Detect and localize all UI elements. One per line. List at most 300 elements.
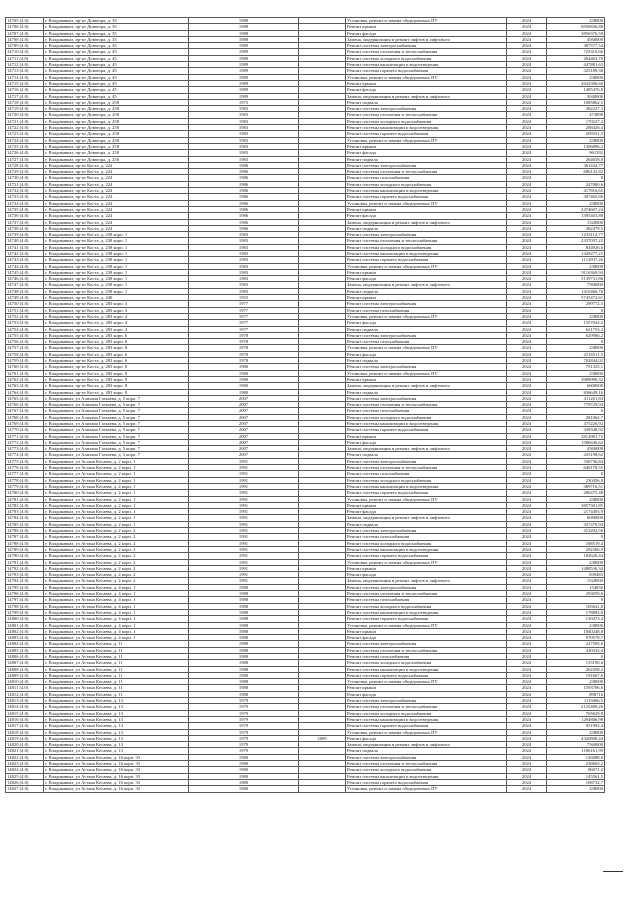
planned-year-cell: 2024 xyxy=(507,282,547,288)
build-year-cell: 1980 xyxy=(189,773,299,779)
record-id-cell: 14765 (4.0) xyxy=(6,395,44,401)
planned-year-cell: 2024 xyxy=(507,660,547,666)
work-type-cell: Ремонт системы электроснабжения xyxy=(346,584,507,590)
planned-year-cell: 2024 xyxy=(507,647,547,653)
work-type-cell: Установка, ремонт и замена общедомовых ПУ xyxy=(346,370,507,376)
planned-year-cell: 2024 xyxy=(507,351,547,357)
record-id-cell: 14827 (4.0) xyxy=(6,786,44,792)
work-type-cell: Ремонт системы газоснабжения xyxy=(346,307,507,313)
work-type-cell: Установка, ремонт и замена общедомовых ПУ xyxy=(346,263,507,269)
build-year-cell: 1983 xyxy=(189,244,299,250)
planned-year-cell: 2024 xyxy=(507,313,547,319)
build-year-cell: 1991 xyxy=(189,540,299,546)
planned-year-cell: 2024 xyxy=(507,641,547,647)
cost-cell: 629986,2 xyxy=(547,332,605,338)
build-year-cell: 1991 xyxy=(189,553,299,559)
work-type-cell: Замена, модернизация и ремонт лифтов и лифтового xyxy=(346,219,507,225)
build-year-cell: 1980 xyxy=(189,364,299,370)
record-id-cell: 14726 (4.0) xyxy=(6,150,44,156)
cost-cell: 6080000 xyxy=(547,515,605,521)
planned-year-cell: 2024 xyxy=(507,320,547,326)
address-cell: г. Владикавказ, ул Астана Кесаева, д. 2 корп. 2 xyxy=(44,565,189,571)
cost-cell: 621753,2 xyxy=(547,326,605,332)
record-id-cell: 14821 (4.0) xyxy=(6,748,44,754)
address-cell: г. Владикавказ, ул Астана Кесаева, д. 13 xyxy=(44,729,189,735)
cost-cell: 238000 xyxy=(547,622,605,628)
work-type-cell: Ремонт системы холодного водоснабжения xyxy=(346,55,507,61)
planned-year-cell: 2024 xyxy=(507,496,547,502)
address-cell: г. Владикавказ, ул Астана Кесаева, д. 2 корп. 2 xyxy=(44,578,189,584)
address-cell: г. Владикавказ, ул Алихана Гагкаева, д. 5 корп. 7 xyxy=(44,439,189,445)
build-year-cell: 1991 xyxy=(189,578,299,584)
planned-year-cell: 2024 xyxy=(507,150,547,156)
build-year-cell: 1979 xyxy=(189,710,299,716)
address-cell: г. Владикавказ, пр-кт Доватора, д. 258 xyxy=(44,118,189,124)
record-id-cell: 14769 (4.0) xyxy=(6,421,44,427)
build-year-cell: 1989 xyxy=(189,80,299,86)
build-year-cell: 2007 xyxy=(189,395,299,401)
record-id-cell: 14763 (4.0) xyxy=(6,383,44,389)
address-cell: г. Владикавказ, пр-кт Коста, д. 238 корп. 1 xyxy=(44,244,189,250)
cost-cell: 126088,8 xyxy=(547,754,605,760)
cost-cell: 4560000 xyxy=(547,446,605,452)
record-id-cell: 14736 (4.0) xyxy=(6,213,44,219)
planned-year-cell: 2024 xyxy=(507,250,547,256)
planned-year-cell: 2024 xyxy=(507,742,547,748)
record-id-cell: 14716 (4.0) xyxy=(6,87,44,93)
planned-year-cell: 2024 xyxy=(507,80,547,86)
build-year-cell: 1989 xyxy=(189,74,299,80)
cost-cell: 751325,1 xyxy=(547,364,605,370)
build-year-cell: 1991 xyxy=(189,528,299,534)
record-id-cell: 14760 (4.0) xyxy=(6,364,44,370)
cost-cell: 293059,6 xyxy=(547,591,605,597)
planned-year-cell: 2024 xyxy=(507,49,547,55)
record-id-cell: 14724 (4.0) xyxy=(6,137,44,143)
cost-cell: 417816,65 xyxy=(547,188,605,194)
build-year-cell: 1983 xyxy=(189,118,299,124)
work-type-cell: Ремонт фасада xyxy=(346,572,507,578)
record-id-cell: 14734 (4.0) xyxy=(6,200,44,206)
planned-year-cell: 2024 xyxy=(507,99,547,105)
planned-year-cell: 2024 xyxy=(507,301,547,307)
planned-year-cell: 2024 xyxy=(507,767,547,773)
build-year-cell: 1979 xyxy=(189,742,299,748)
address-cell: г. Владикавказ, пр-кт Коста, д. 238 корп. 1 xyxy=(44,250,189,256)
build-year-cell: 1988 xyxy=(189,603,299,609)
work-type-cell: Ремонт системы горячего водоснабжения xyxy=(346,723,507,729)
cost-cell: 238000 xyxy=(547,18,605,24)
record-id-cell: 14749 (4.0) xyxy=(6,295,44,301)
record-id-cell: 14784 (4.0) xyxy=(6,515,44,521)
build-year-cell: 1983 xyxy=(189,257,299,263)
planned-year-cell: 2024 xyxy=(507,622,547,628)
planned-year-cell: 2024 xyxy=(507,43,547,49)
address-cell: г. Владикавказ, пр-кт Доватора, д. 258 xyxy=(44,150,189,156)
record-id-cell: 14729 (4.0) xyxy=(6,169,44,175)
cost-cell: 2125489,26 xyxy=(547,704,605,710)
build-year-cell: 1983 xyxy=(189,250,299,256)
address-cell: г. Владикавказ, пр-кт Коста, д. 224 xyxy=(44,181,189,187)
planned-year-cell: 2024 xyxy=(507,402,547,408)
build-year-cell: 1983 xyxy=(189,137,299,143)
record-id-cell: 14809 (4.0) xyxy=(6,672,44,678)
record-id-cell: 14744 (4.0) xyxy=(6,263,44,269)
record-id-cell: 14808 (4.0) xyxy=(6,666,44,672)
planned-year-cell: 2024 xyxy=(507,288,547,294)
work-type-cell: Ремонт крыши xyxy=(346,628,507,634)
record-id-cell: 14818 (4.0) xyxy=(6,729,44,735)
cost-cell: 702844,02 xyxy=(547,358,605,364)
planned-year-cell: 2024 xyxy=(507,118,547,124)
build-year-cell: 1988 xyxy=(189,641,299,647)
record-id-cell: 14798 (4.0) xyxy=(6,603,44,609)
record-id-cell: 14805 (4.0) xyxy=(6,647,44,653)
record-id-cell: 14712 (4.0) xyxy=(6,62,44,68)
work-type-cell: Ремонт системы газоснабжения xyxy=(346,339,507,345)
build-year-cell: 1983 xyxy=(189,150,299,156)
work-type-cell: Ремонт системы отопления и теплоснабжения xyxy=(346,238,507,244)
build-year-cell: 1988 xyxy=(189,635,299,641)
address-cell: г. Владикавказ, ул Астана Кесаева, д. 2 корп. 2 xyxy=(44,572,189,578)
planned-year-cell: 2024 xyxy=(507,685,547,691)
planned-year-cell: 2024 xyxy=(507,55,547,61)
planned-year-cell: 2024 xyxy=(507,87,547,93)
cost-cell: 288426,4 xyxy=(547,125,605,131)
cost-cell: 1186161,99 xyxy=(547,748,605,754)
cost-cell: 247080,6 xyxy=(547,181,605,187)
address-cell: г. Владикавказ, ул Астана Кесаева, д. 13 xyxy=(44,723,189,729)
work-type-cell: Ремонт системы отопления и теплоснабжения xyxy=(346,647,507,653)
cost-cell: 2814981,72 xyxy=(547,433,605,439)
record-id-cell: 14752 (4.0) xyxy=(6,313,44,319)
address-cell: г. Владикавказ, ул Астана Кесаева, д. 2 корп. 2 xyxy=(44,553,189,559)
cost-cell: 155190,6 xyxy=(547,660,605,666)
planned-year-cell: 2024 xyxy=(507,578,547,584)
record-id-cell: 14772 (4.0) xyxy=(6,439,44,445)
address-cell: г. Владикавказ, ул Астана Кесаева, д. 2 корп. 1 xyxy=(44,477,189,483)
cost-cell: 951992,4 xyxy=(547,723,605,729)
work-type-cell: Ремонт крыши xyxy=(346,143,507,149)
record-id-cell: 14783 (4.0) xyxy=(6,509,44,515)
address-cell: г. Владикавказ, ул Алихана Гагкаева, д. 5 корп. 7 xyxy=(44,408,189,414)
planned-year-cell: 2024 xyxy=(507,452,547,458)
work-type-cell: Ремонт системы канализации и водоотведения xyxy=(346,188,507,194)
work-type-cell: Ремонт фасада xyxy=(346,150,507,156)
work-type-cell: Ремонт системы холодного водоснабжения xyxy=(346,710,507,716)
build-year-cell: 1986 xyxy=(189,175,299,181)
cost-cell: 0 xyxy=(547,471,605,477)
build-year-cell: 1991 xyxy=(189,490,299,496)
record-id-cell: 14814 (4.0) xyxy=(6,704,44,710)
address-cell: г. Владикавказ, пр-кт Доватора, д. 258 xyxy=(44,125,189,131)
build-year-cell: 1983 xyxy=(189,288,299,294)
build-year-cell: 1977 xyxy=(189,307,299,313)
address-cell: г. Владикавказ, пр-кт Коста, д. 224 xyxy=(44,225,189,231)
cost-cell: 105641,8 xyxy=(547,603,605,609)
address-cell: г. Владикавказ, пр-кт Коста, д. 283 корп. 6 xyxy=(44,358,189,364)
build-year-cell: 1988 xyxy=(189,666,299,672)
record-id-cell: 14807 (4.0) xyxy=(6,660,44,666)
record-id-cell: 14709 (4.0) xyxy=(6,43,44,49)
address-cell: г. Владикавказ, ул Астана Кесаева, д. 4 корп. 1 xyxy=(44,616,189,622)
planned-year-cell: 2024 xyxy=(507,137,547,143)
address-cell: г. Владикавказ, пр-кт Доватора, д. 45 xyxy=(44,87,189,93)
build-year-cell: 1986 xyxy=(189,181,299,187)
record-id-cell: 14791 (4.0) xyxy=(6,559,44,565)
cost-cell: 1294806,98 xyxy=(547,716,605,722)
address-cell: г. Владикавказ, ул Астана Кесаева, д. 11 xyxy=(44,672,189,678)
record-id-cell: 14774 (4.0) xyxy=(6,452,44,458)
planned-year-cell: 2024 xyxy=(507,269,547,275)
build-year-cell: 1989 xyxy=(189,49,299,55)
cost-cell: 779729,94 xyxy=(547,402,605,408)
cost-cell: 264463,70 xyxy=(547,55,605,61)
record-id-cell: 14825 (4.0) xyxy=(6,773,44,779)
address-cell: г. Владикавказ, пр-кт Коста, д. 283 корп. 8 xyxy=(44,383,189,389)
build-year-cell: 1988 xyxy=(189,628,299,634)
address-cell: г. Владикавказ, ул Астана Кесаева, д. 11 xyxy=(44,685,189,691)
record-id-cell: 14711 (4.0) xyxy=(6,55,44,61)
address-cell: г. Владикавказ, ул Астана Кесаева, д. 11 xyxy=(44,660,189,666)
cost-cell: 970578,7 xyxy=(547,635,605,641)
cost-cell: 0 xyxy=(547,175,605,181)
record-id-cell: 14718 (4.0) xyxy=(6,99,44,105)
record-id-cell: 14739 (4.0) xyxy=(6,232,44,238)
address-cell: г. Владикавказ, ул Астана Кесаева, д. 2 корп. 1 xyxy=(44,465,189,471)
address-cell: г. Владикавказ, ул Астана Кесаева, д. 13 xyxy=(44,748,189,754)
planned-year-cell: 2024 xyxy=(507,735,547,741)
planned-year-cell: 2024 xyxy=(507,408,547,414)
address-cell: г. Владикавказ, ул Астана Кесаева, д. 2 корп. 1 xyxy=(44,490,189,496)
record-id-cell: 14777 (4.0) xyxy=(6,471,44,477)
cost-cell: 0 xyxy=(547,307,605,313)
record-id-cell: 14743 (4.0) xyxy=(6,257,44,263)
address-cell: г. Владикавказ, пр-кт Доватора, д. 258 xyxy=(44,143,189,149)
work-type-cell: Ремонт системы отопления и теплоснабжения xyxy=(346,704,507,710)
cost-cell: 361434,77 xyxy=(547,162,605,168)
cost-cell: 230456,8 xyxy=(547,477,605,483)
cost-cell: 6956836,88 xyxy=(547,24,605,30)
build-year-cell: 1986 xyxy=(189,162,299,168)
record-id-cell: 14745 (4.0) xyxy=(6,269,44,275)
address-cell: г. Владикавказ, ул Астана Кесаева, д. 11 xyxy=(44,647,189,653)
build-year-cell: 1983 xyxy=(189,143,299,149)
record-id-cell: 14720 (4.0) xyxy=(6,112,44,118)
record-id-cell: 14728 (4.0) xyxy=(6,162,44,168)
planned-year-cell: 2024 xyxy=(507,597,547,603)
planned-year-cell: 2024 xyxy=(507,175,547,181)
planned-year-cell: 2024 xyxy=(507,93,547,99)
planned-year-cell: 2024 xyxy=(507,232,547,238)
work-type-cell: Ремонт системы холодного водоснабжения xyxy=(346,118,507,124)
planned-year-cell: 2024 xyxy=(507,169,547,175)
build-year-cell: 2007 xyxy=(189,452,299,458)
planned-year-cell: 2024 xyxy=(507,509,547,515)
cost-cell: 4320808,44 xyxy=(547,735,605,741)
planned-year-cell: 2024 xyxy=(507,238,547,244)
planned-year-cell: 2024 xyxy=(507,219,547,225)
address-cell: г. Владикавказ, ул Алихана Гагкаева, д. 5 корп. 7 xyxy=(44,421,189,427)
address-cell: г. Владикавказ, ул Астана Кесаева, д. 2 корп. 2 xyxy=(44,540,189,546)
cost-cell: 1428277,21 xyxy=(547,250,605,256)
cost-cell: 473898 xyxy=(547,112,605,118)
planned-year-cell: 2024 xyxy=(507,206,547,212)
address-cell: г. Владикавказ, пр-кт Коста, д. 283 корп. 6 xyxy=(44,339,189,345)
build-year-cell: 1988 xyxy=(189,660,299,666)
cost-cell: 844926,6 xyxy=(547,244,605,250)
build-year-cell: 1988 xyxy=(189,609,299,615)
address-cell: г. Владикавказ, ул Астана Кесаева, д. 4 корп. 1 xyxy=(44,597,189,603)
cost-cell: 447881,63 xyxy=(547,62,605,68)
planned-year-cell: 2024 xyxy=(507,74,547,80)
cost-cell: 238000 xyxy=(547,496,605,502)
build-year-cell: 1983 xyxy=(189,238,299,244)
cost-cell: 2474607,24 xyxy=(547,206,605,212)
build-year-cell: 2007 xyxy=(189,421,299,427)
record-id-cell: 14786 (4.0) xyxy=(6,528,44,534)
address-cell: г. Владикавказ, пр-кт Доватора, д. 45 xyxy=(44,43,189,49)
planned-year-cell: 2024 xyxy=(507,773,547,779)
record-id-cell: 14731 (4.0) xyxy=(6,181,44,187)
work-type-cell: Ремонт фасада xyxy=(346,87,507,93)
planned-year-cell: 2024 xyxy=(507,143,547,149)
planned-year-cell: 2024 xyxy=(507,653,547,659)
record-id-cell: 14816 (4.0) xyxy=(6,716,44,722)
record-id-cell: 14725 (4.0) xyxy=(6,143,44,149)
build-year-cell: 1989 xyxy=(189,87,299,93)
address-cell: г. Владикавказ, ул Алихана Гагкаева, д. 5 корп. 7 xyxy=(44,452,189,458)
record-id-cell: 14776 (4.0) xyxy=(6,465,44,471)
address-cell: г. Владикавказ, ул Астана Кесаева, д. 16 корп. 33 xyxy=(44,773,189,779)
work-type-cell: Ремонт подвала xyxy=(346,326,507,332)
cost-cell: 1840248,8 xyxy=(547,628,605,634)
build-year-cell: 1991 xyxy=(189,546,299,552)
planned-year-cell: 2024 xyxy=(507,383,547,389)
work-type-cell: Ремонт системы электроснабжения xyxy=(346,162,507,168)
cost-cell: 238663,2 xyxy=(547,761,605,767)
address-cell: г. Владикавказ, ул Алихана Гагкаева, д. 5 корп. 7 xyxy=(44,427,189,433)
record-id-cell: 14759 (4.0) xyxy=(6,358,44,364)
planned-year-cell: 2024 xyxy=(507,200,547,206)
address-cell: г. Владикавказ, пр-кт Доватора, д. 35 xyxy=(44,36,189,42)
cost-cell: 336736,84 xyxy=(547,458,605,464)
record-id-cell: 14795 (4.0) xyxy=(6,584,44,590)
record-id-cell: 14706 (4.0) xyxy=(6,24,44,30)
record-id-cell: 14735 (4.0) xyxy=(6,206,44,212)
cost-cell: 238000 xyxy=(547,679,605,685)
work-type-cell: Ремонт крыши xyxy=(346,24,507,30)
cost-cell: 0 xyxy=(547,408,605,414)
work-type-cell: Ремонт подвала xyxy=(346,99,507,105)
cost-cell: 188519,4 xyxy=(547,540,605,546)
work-type-cell: Ремонт подвала xyxy=(346,452,507,458)
build-year-cell: 1988 xyxy=(189,24,299,30)
cost-cell: 382479,5 xyxy=(547,225,605,231)
cost-cell: 178892,8 xyxy=(547,609,605,615)
planned-year-cell: 2024 xyxy=(507,376,547,382)
build-year-cell: 1977 xyxy=(189,326,299,332)
work-type-cell: Ремонт системы горячего водоснабжения xyxy=(346,672,507,678)
work-type-cell: Ремонт системы электроснабжения xyxy=(346,332,507,338)
build-year-cell: 1977 xyxy=(189,313,299,319)
cost-cell: 349348,92 xyxy=(547,427,605,433)
record-id-cell: 14755 (4.0) xyxy=(6,332,44,338)
address-cell: г. Владикавказ, пр-кт Коста, д. 238 корп. 1 xyxy=(44,269,189,275)
previous-repair-year-cell: 2009 xyxy=(299,735,346,741)
cost-cell: 1357042,2 xyxy=(547,320,605,326)
work-type-cell: Ремонт подвала xyxy=(346,521,507,527)
cost-cell: 387577,54 xyxy=(547,43,605,49)
work-type-cell: Ремонт системы газоснабжения xyxy=(346,597,507,603)
cost-cell: 238000 xyxy=(547,313,605,319)
work-type-cell: Ремонт системы холодного водоснабжения xyxy=(346,660,507,666)
cost-cell: 1593706,6 xyxy=(547,685,605,691)
build-year-cell: 1986 xyxy=(189,206,299,212)
record-id-cell: 14781 (4.0) xyxy=(6,496,44,502)
build-year-cell: 1986 xyxy=(189,225,299,231)
record-id-cell: 14705 (4.0) xyxy=(6,18,44,24)
build-year-cell: 1979 xyxy=(189,729,299,735)
cost-cell: 281062,7 xyxy=(547,414,605,420)
work-type-cell: Ремонт системы отопления и теплоснабжения xyxy=(346,761,507,767)
address-cell: г. Владикавказ, ул Астана Кесаева, д. 4 корп. 1 xyxy=(44,628,189,634)
work-type-cell: Установка, ремонт и замена общедомовых ПУ xyxy=(346,679,507,685)
cost-cell: 238000 xyxy=(547,729,605,735)
build-year-cell: 1988 xyxy=(189,622,299,628)
record-id-cell: 14757 (4.0) xyxy=(6,345,44,351)
address-cell: г. Владикавказ, ул Алихана Гагкаева, д. 5 корп. 7 xyxy=(44,446,189,452)
record-id-cell: 14824 (4.0) xyxy=(6,767,44,773)
build-year-cell: 1986 xyxy=(189,188,299,194)
build-year-cell: 1988 xyxy=(189,685,299,691)
work-type-cell: Замена, модернизация и ремонт лифтов и лифтового xyxy=(346,93,507,99)
address-cell: г. Владикавказ, ул Астана Кесаева, д. 11 xyxy=(44,653,189,659)
address-cell: г. Владикавказ, пр-кт Доватора, д. 35 xyxy=(44,18,189,24)
build-year-cell: 1983 xyxy=(189,263,299,269)
address-cell: г. Владикавказ, ул Астана Кесаева, д. 4 корп. 1 xyxy=(44,591,189,597)
work-type-cell: Ремонт системы канализации и водоотведения xyxy=(346,546,507,552)
record-id-cell: 14750 (4.0) xyxy=(6,301,44,307)
build-year-cell: 1978 xyxy=(189,351,299,357)
planned-year-cell: 2024 xyxy=(507,729,547,735)
work-type-cell: Ремонт крыши xyxy=(346,565,507,571)
record-id-cell: 14787 (4.0) xyxy=(6,534,44,540)
work-type-cell: Ремонт подвала xyxy=(346,225,507,231)
build-year-cell: 1991 xyxy=(189,458,299,464)
build-year-cell: 1978 xyxy=(189,339,299,345)
planned-year-cell: 2024 xyxy=(507,704,547,710)
address-cell: г. Владикавказ, ул Астана Кесаева, д. 4 корп. 1 xyxy=(44,622,189,628)
build-year-cell: 1986 xyxy=(189,219,299,225)
cost-cell: 227595,6 xyxy=(547,641,605,647)
planned-year-cell: 2024 xyxy=(507,345,547,351)
work-type-cell: Установка, ремонт и замена общедомовых ПУ xyxy=(346,345,507,351)
cost-cell: 238000 xyxy=(547,137,605,143)
planned-year-cell: 2024 xyxy=(507,716,547,722)
work-type-cell: Ремонт подвала xyxy=(346,156,507,162)
planned-year-cell: 2024 xyxy=(507,565,547,571)
record-id-cell: 14722 (4.0) xyxy=(6,125,44,131)
cost-cell: 430332,4 xyxy=(547,647,605,653)
record-id-cell: 14764 (4.0) xyxy=(6,389,44,395)
cost-cell: 130473,4 xyxy=(547,616,605,622)
address-cell: г. Владикавказ, пр-кт Коста, д. 283 корп. 4 xyxy=(44,313,189,319)
address-cell: г. Владикавказ, пр-кт Коста, д. 238 корп. 1 xyxy=(44,282,189,288)
work-type-cell: Ремонт фасада xyxy=(346,276,507,282)
record-id-cell: 14801 (4.0) xyxy=(6,622,44,628)
planned-year-cell: 2024 xyxy=(507,553,547,559)
